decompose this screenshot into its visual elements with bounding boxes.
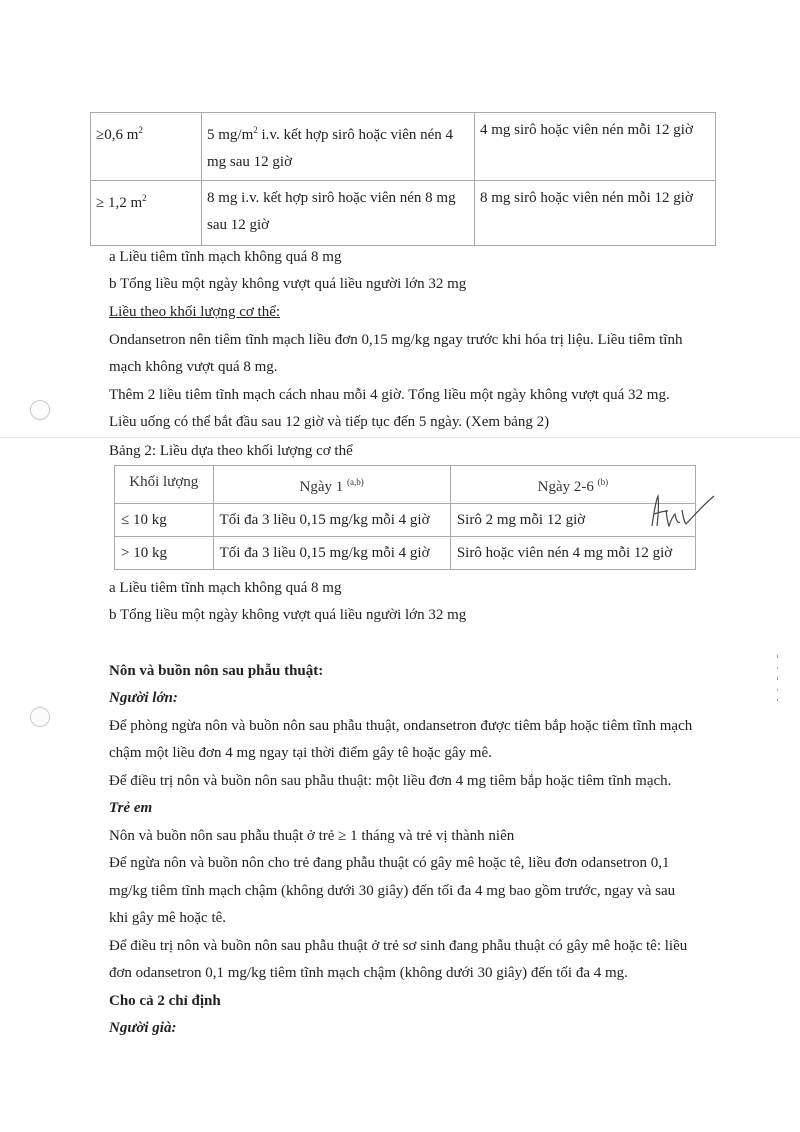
footnote-b: b Tổng liều một ngày không vượt quá liều người lớn 32 mg <box>109 276 467 292</box>
table-cell: 8 mg i.v. kết hợp sirô hoặc viên nén 8 mg sau 12 giờ <box>202 181 475 246</box>
paragraph: đơn odansetron 0,1 mg/kg tiêm tĩnh mạch chậm (không dưới 30 giây) đến tối đa 4 mg. <box>109 965 628 981</box>
subsection-heading: Người lớn: <box>109 690 178 706</box>
table-cell: ≥0,6 $m^2$ <box>91 113 202 181</box>
dose-by-weight-table <box>114 465 696 570</box>
paragraph: Nôn và buồn nôn sau phẫu thuật ở trẻ ≥ 1 tháng và trẻ vị thành niên <box>109 828 515 844</box>
table-cell: 4 mg sirô hoặc viên nén mỗi 12 giờ <box>475 113 716 181</box>
table-cell: 5 $mg/m^2$ i.v. kết hợp sirô hoặc viên nén 4 mg sau 12 giờ <box>202 113 475 181</box>
subsection-heading: Người già: <box>109 1020 177 1036</box>
paragraph: Để phòng ngừa nôn và buồn nôn sau phẫu thuật, ondansetron được tiêm bắp hoặc tiêm tĩnh mạch <box>109 718 693 734</box>
section-heading: Cho cả 2 chỉ định <box>109 993 221 1009</box>
paragraph: Liều uống có thể bắt đầu sau 12 giờ và tiếp tục đến 5 ngày. (Xem bảng 2) <box>109 414 550 430</box>
paragraph: mạch không vượt quá 8 mg. <box>109 359 278 375</box>
paragraph: Ondansetron nên tiêm tĩnh mạch liều đơn 0,15 mg/kg ngay trước khi hóa trị liệu. Liều tiêm tĩnh <box>109 332 683 348</box>
paragraph: Để điều trị nôn và buồn nôn sau phẫu thuật: một liều đơn 4 mg tiêm bắp hoặc tiêm tĩnh mạch. <box>109 773 672 789</box>
paragraph: Thêm 2 liều tiêm tĩnh mạch cách nhau mỗi 4 giờ. Tổng liều một ngày không vượt quá 32 mg. <box>109 387 670 403</box>
footnote-a: a Liều tiêm tĩnh mạch không quá 8 mg <box>109 249 342 265</box>
table-cell: Sirô 2 mg mỗi 12 giờ <box>450 504 695 537</box>
section-heading: Liều theo khối lượng cơ thể: <box>109 304 281 320</box>
footnote-a: a Liều tiêm tĩnh mạch không quá 8 mg <box>109 580 342 596</box>
subsection-heading: Trẻ em <box>109 800 153 816</box>
column-header: Ngày 2-6 $^{(b)}$ <box>450 466 695 504</box>
paragraph: Để điều trị nôn và buồn nôn sau phẫu thuật ở trẻ sơ sinh đang phẫu thuật có gây mê hoặc tê: liều <box>109 938 688 954</box>
table-row <box>91 113 716 181</box>
table-cell: > 10 kg <box>115 537 214 570</box>
table-cell: ≥ 1,2 $m^2$ <box>91 181 202 246</box>
table-cell: 8 mg sirô hoặc viên nén mỗi 12 giờ <box>475 181 716 246</box>
table-row <box>91 181 716 246</box>
paragraph: mg/kg tiêm tĩnh mạch chậm (không dưới 30 giây) đến tối đa 4 mg bao gồm trước, ngay và sau <box>109 883 676 899</box>
table-row <box>115 537 696 570</box>
scan-speck-marks <box>775 655 781 715</box>
table-cell: Sirô hoặc viên nén 4 mg mỗi 12 giờ <box>450 537 695 570</box>
paragraph: khi gây mê hoặc tê. <box>109 910 227 926</box>
scan-line <box>0 437 800 438</box>
table-caption: Bảng 2: Liều dựa theo khối lượng cơ thể <box>109 443 353 459</box>
table-header-row <box>115 466 696 504</box>
table-cell: Tối đa 3 liều 0,15 mg/kg mỗi 4 giờ <box>213 537 450 570</box>
dose-by-bsa-table <box>90 112 716 246</box>
footnote-b: b Tổng liều một ngày không vượt quá liều người lớn 32 mg <box>109 607 467 623</box>
section-heading: Nôn và buồn nôn sau phẫu thuật: <box>109 663 324 679</box>
paragraph: Để ngừa nôn và buồn nôn cho trẻ đang phẫu thuật có gây mê hoặc tê, liều đơn odansetron 0,1 <box>109 855 670 871</box>
column-header: Ngày 1 $^{(a,b)}$ <box>213 466 450 504</box>
handwritten-signature <box>648 492 718 532</box>
paragraph: chậm một liều đơn 4 mg ngay tại thời điểm gây tê hoặc gây mê. <box>109 745 492 761</box>
table-cell: Tối đa 3 liều 0,15 mg/kg mỗi 4 giờ <box>213 504 450 537</box>
table-row <box>115 504 696 537</box>
punch-hole-icon <box>30 400 50 420</box>
punch-hole-icon <box>30 707 50 727</box>
column-header: Khối lượng <box>115 466 214 504</box>
table-cell: ≤ 10 kg <box>115 504 214 537</box>
